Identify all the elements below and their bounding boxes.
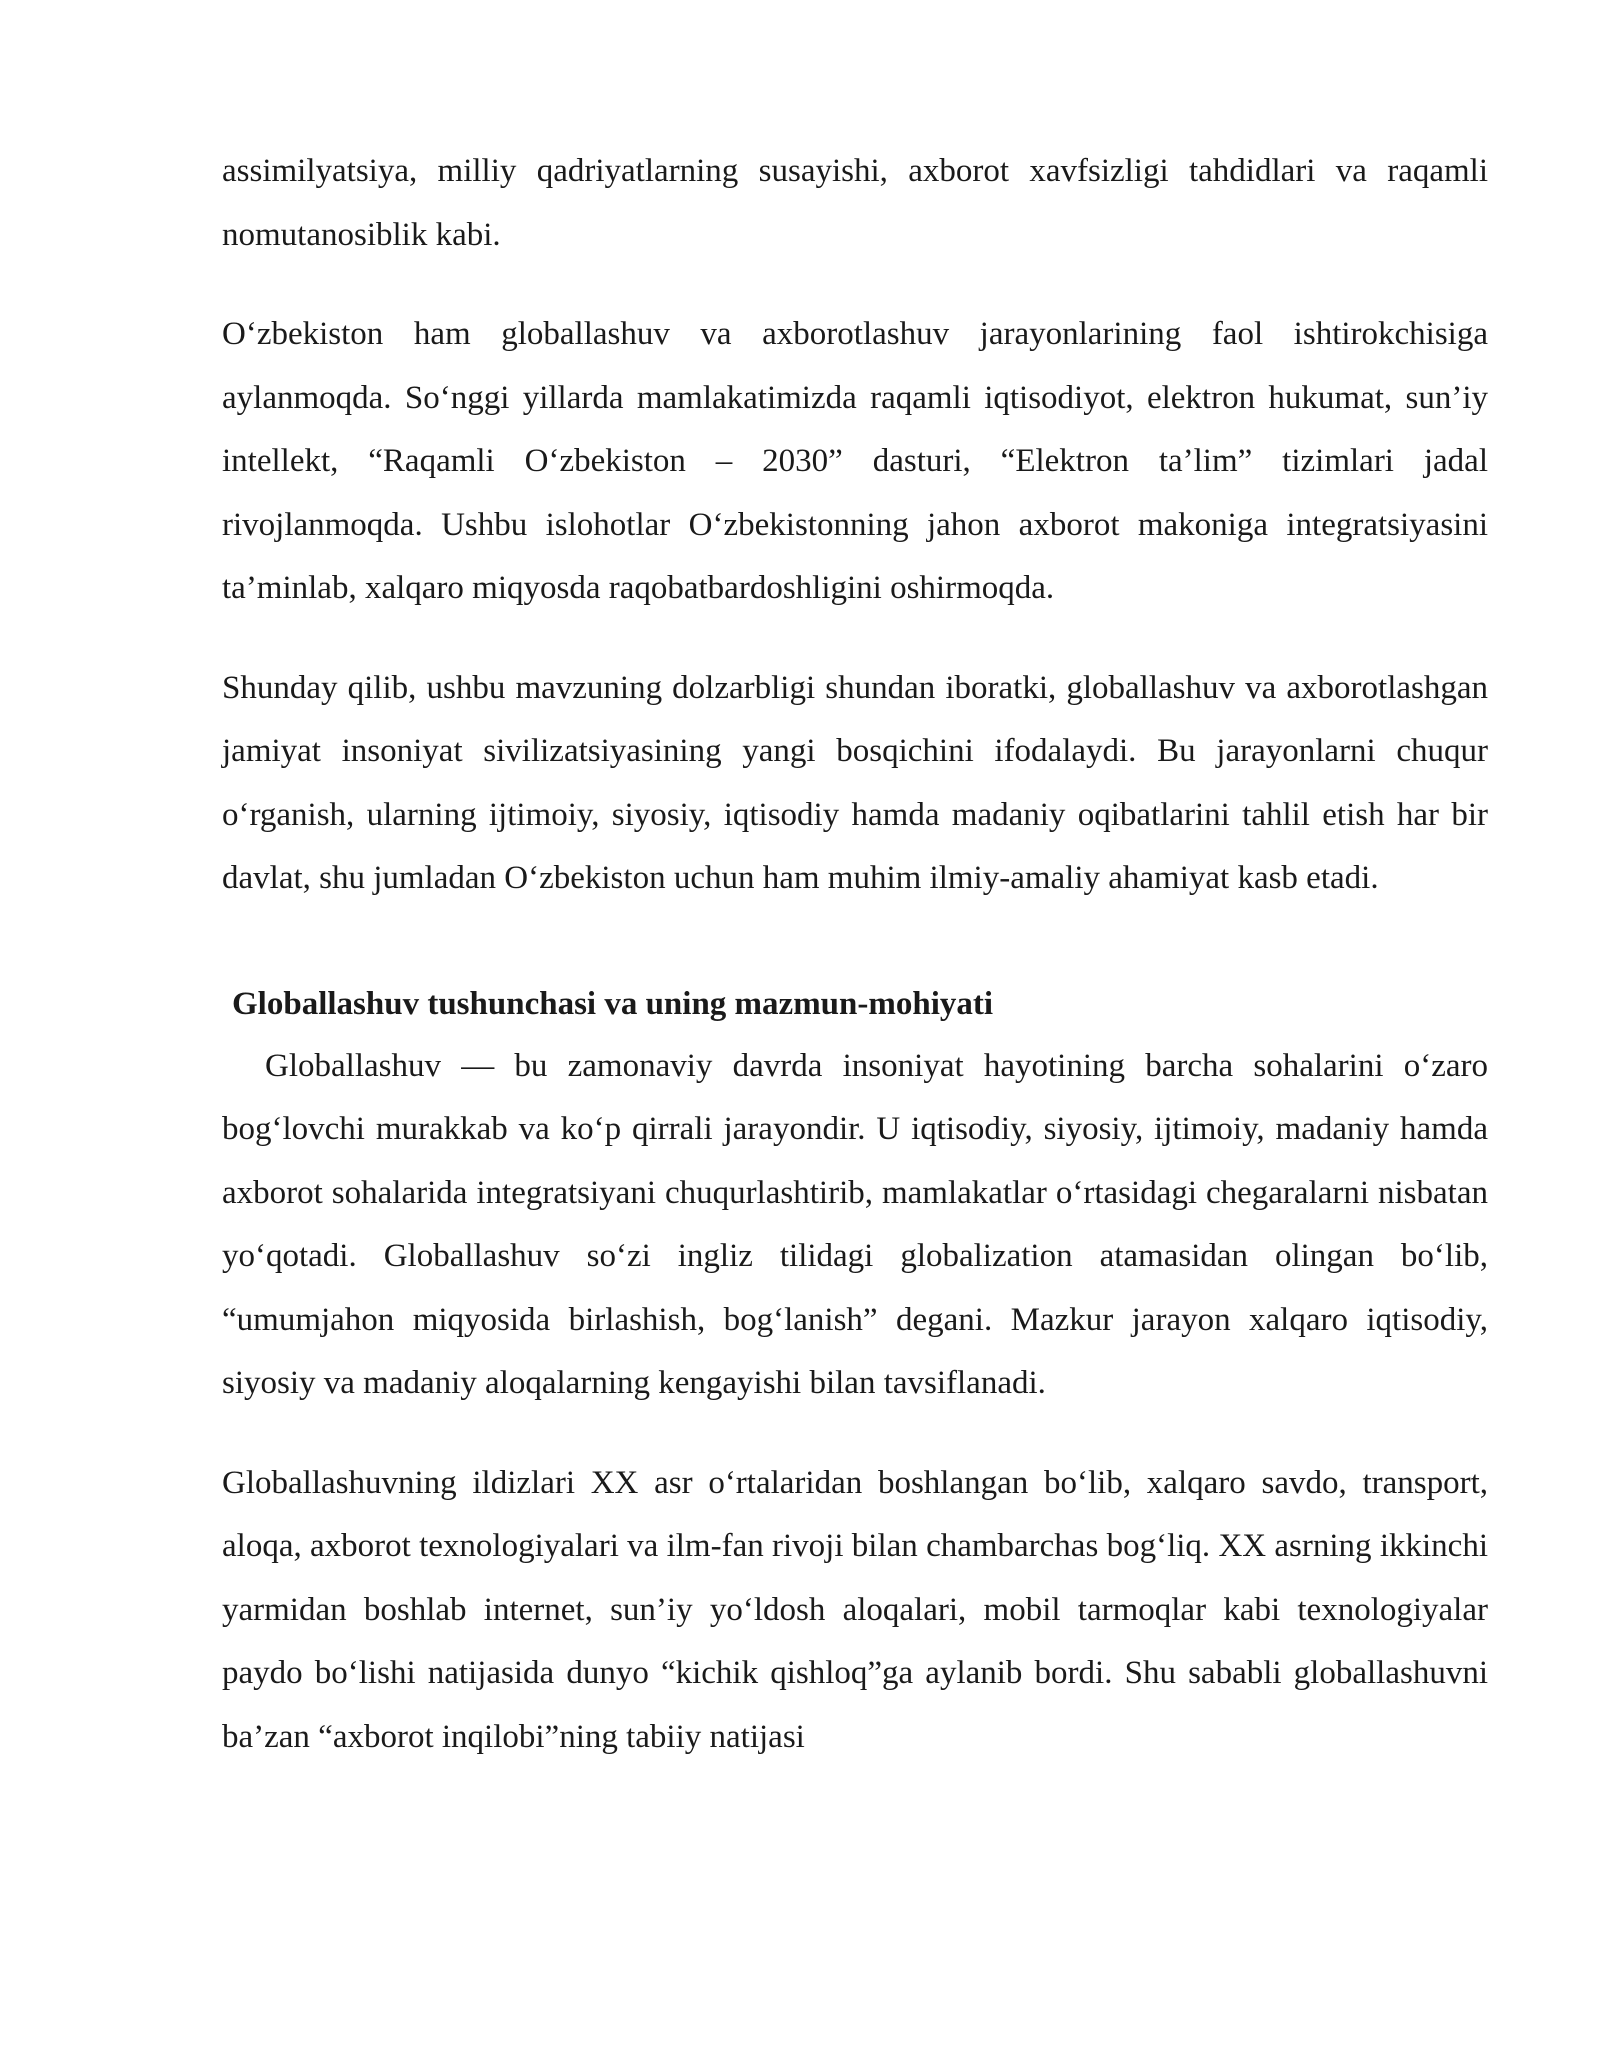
paragraph-2: O‘zbekiston ham globallashuv va axborotlashuv jarayonlarining faol ishtirokchisiga aylanmoqda. So‘nggi yillarda mamlakatimizda raqamli iqtisodiyot, elektron hukumat, sun’iy intellekt, “Raqamli O‘zbekiston – 2030” dasturi, “Elektron ta’lim” tizimlari jadal rivojlanmoqda. Ushbu islohotlar O‘zbekistonning jahon axborot makoniga integratsiyasini ta’minlab, xalqaro miqyosda raqobatbardoshligini oshirmoqda. xyxy=(222,316,1488,606)
section-heading: Globallashuv tushunchasi va uning mazmun-mohiyati xyxy=(232,985,994,1022)
section-paragraph-1: Globallashuv — bu zamonaviy davrda insoniyat hayotining barcha sohalarini o‘zaro bog‘lovchi murakkab va ko‘p qirrali jarayondir. U iqtisodiy, siyosiy, ijtimoiy, madaniy hamda axborot sohalarida integratsiyani chuqurlashtirib, mamlakatlar o‘rtasidagi chegaralarni nisbatan yo‘qotadi. Globallashuv so‘zi ingliz tilidagi globalization atamasidan olingan bo‘lib, “umumjahon miqyosida birlashish, bog‘lanish” degani. Mazkur jarayon xalqaro iqtisodiy, siyosiy va madaniy aloqalarning kengayishi bilan tavsiflanadi. xyxy=(222,1047,1488,1401)
section-paragraph-2: Globallashuvning ildizlari XX asr o‘rtalaridan boshlangan bo‘lib, xalqaro savdo, transport, aloqa, axborot texnologiyalari va ilm-fan rivoji bilan chambarchas bog‘liq. XX asrning ikkinchi yarmidan boshlab internet, sun’iy yo‘ldosh aloqalari, mobil tarmoqlar kabi texnologiyalar paydo bo‘lishi natijasida dunyo “kichik qishloq”ga aylanib bordi. Shu sababli globallashuvni ba’zan “axborot inqilobi”ning tabiiy natijasi xyxy=(222,1464,1488,1755)
paragraph-3: Shunday qilib, ushbu mavzuning dolzarbligi shundan iboratki, globallashuv va axborotlashgan jamiyat insoniyat sivilizatsiyasining yangi bosqichini ifodalaydi. Bu jarayonlarni chuqur o‘rganish, ularning ijtimoiy, siyosiy, iqtisodiy hamda madaniy oqibatlarini tahlil etish har bir davlat, shu jumladan O‘zbekiston uchun ham muhim ilmiy-amaliy ahamiyat kasb etadi. xyxy=(222,669,1488,896)
document-body xyxy=(222,140,1488,1805)
paragraph-1: assimilyatsiya, milliy qadriyatlarning susayishi, axborot xavfsizligi tahdidlari va raqamli nomutanosiblik kabi. xyxy=(222,153,1488,253)
